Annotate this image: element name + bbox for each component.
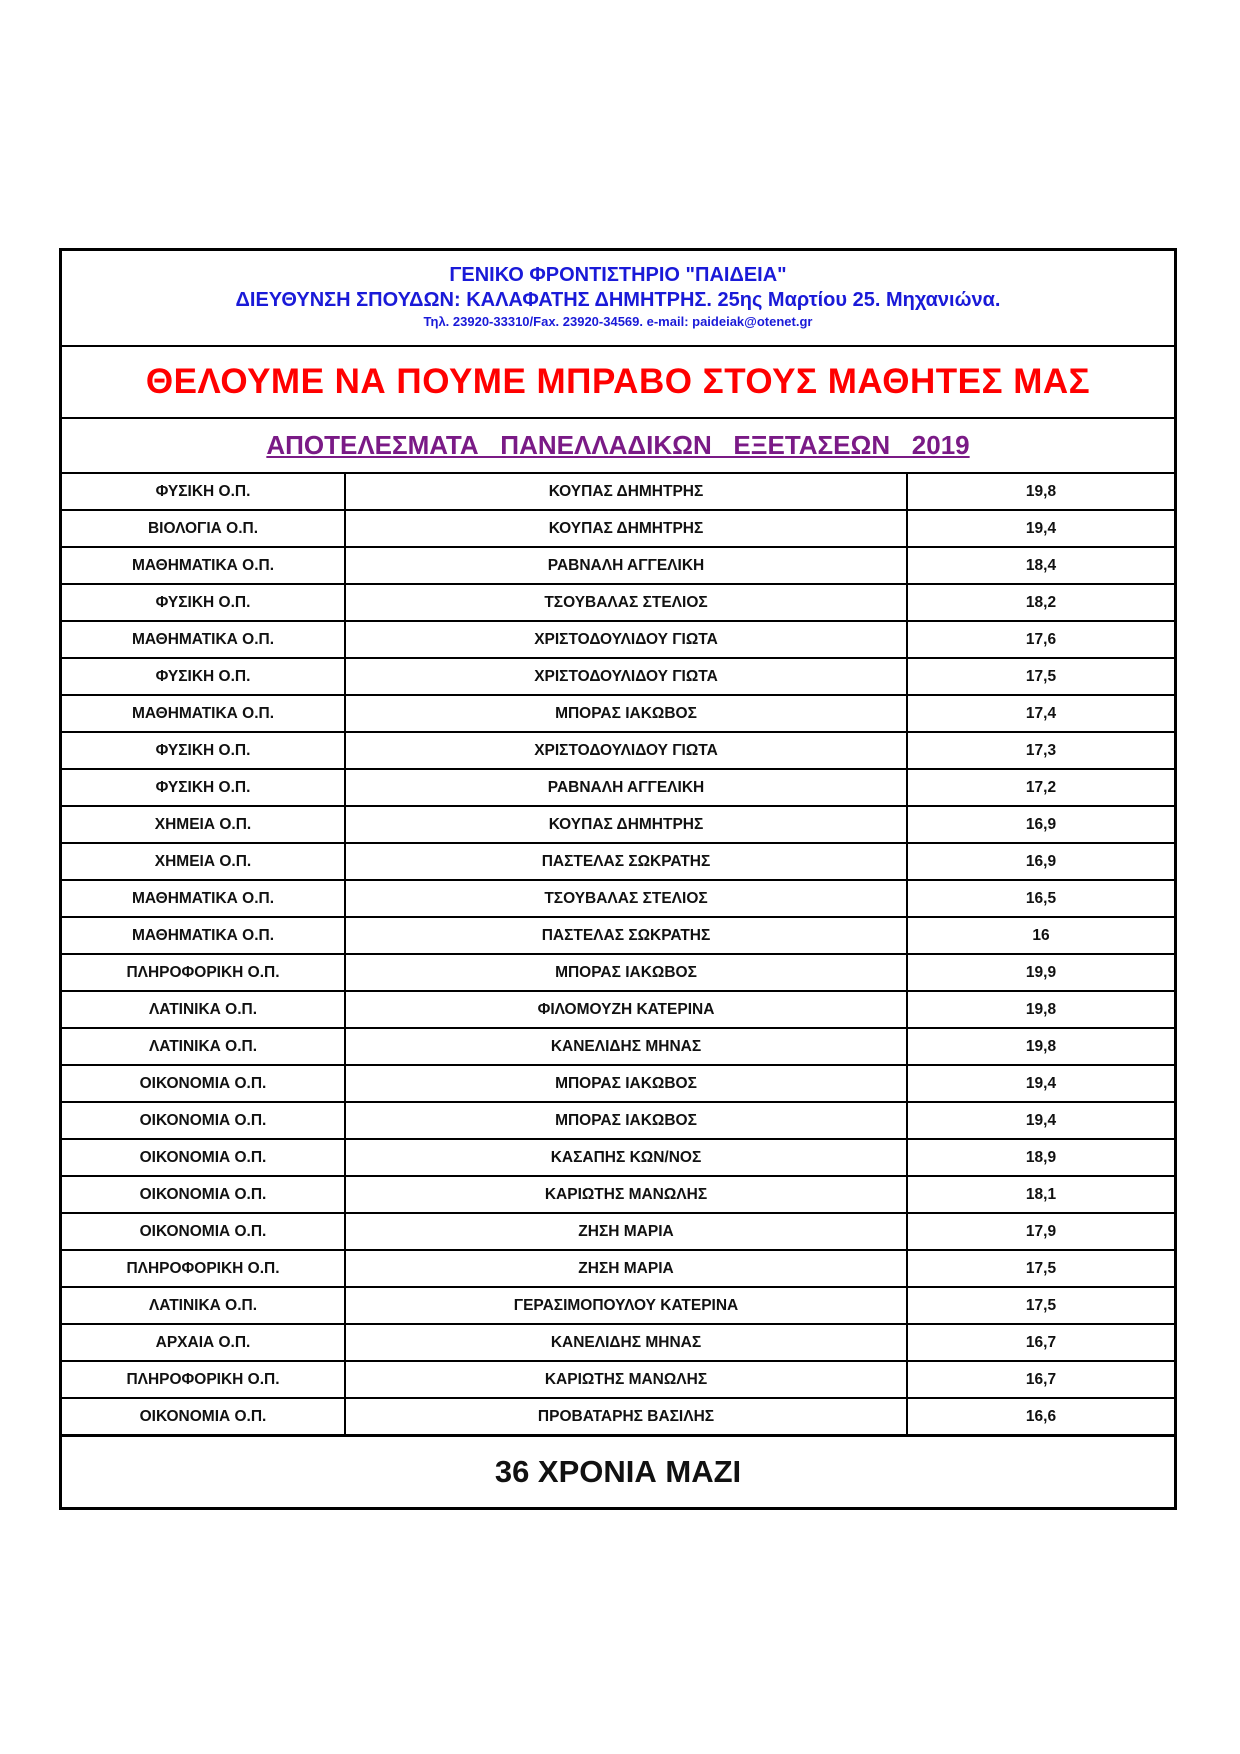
subject-cell: ΟΙΚΟΝΟΜΙΑ Ο.Π.: [62, 1139, 345, 1176]
student-name-cell: ΠΑΣΤΕΛΑΣ ΣΩΚΡΑΤΗΣ: [345, 917, 907, 954]
subject-cell: ΟΙΚΟΝΟΜΙΑ Ο.Π.: [62, 1398, 345, 1434]
subject-cell: ΦΥΣΙΚΗ Ο.Π.: [62, 658, 345, 695]
student-name-cell: ΜΠΟΡΑΣ ΙΑΚΩΒΟΣ: [345, 695, 907, 732]
student-name-cell: ΧΡΙΣΤΟΔΟΥΛΙΔΟΥ ΓΙΩΤΑ: [345, 658, 907, 695]
student-name-cell: ΜΠΟΡΑΣ ΙΑΚΩΒΟΣ: [345, 1102, 907, 1139]
subject-cell: ΜΑΘΗΜΑΤΙΚΑ Ο.Π.: [62, 917, 345, 954]
grade-cell: 18,1: [907, 1176, 1174, 1213]
student-name-cell: ΧΡΙΣΤΟΔΟΥΛΙΔΟΥ ΓΙΩΤΑ: [345, 621, 907, 658]
table-row: [62, 1250, 1174, 1287]
table-row: [62, 917, 1174, 954]
grade-cell: 16,9: [907, 843, 1174, 880]
subject-cell: ΦΥΣΙΚΗ Ο.Π.: [62, 732, 345, 769]
table-row: [62, 1102, 1174, 1139]
subject-cell: ΛΑΤΙΝΙΚΑ Ο.Π.: [62, 991, 345, 1028]
footer-slogan: 36 ΧΡΟΝΙΑ ΜΑΖΙ: [62, 1434, 1174, 1507]
results-title: ΑΠΟΤΕΛΕΣΜΑΤΑ ΠΑΝΕΛΛΑΔΙΚΩΝ ΕΞΕΤΑΣΕΩΝ 2019: [266, 430, 970, 460]
grade-cell: 16,7: [907, 1361, 1174, 1398]
student-name-cell: ΚΑΡΙΩΤΗΣ ΜΑΝΩΛΗΣ: [345, 1361, 907, 1398]
subject-cell: ΒΙΟΛΟΓΙΑ Ο.Π.: [62, 510, 345, 547]
grade-cell: 18,9: [907, 1139, 1174, 1176]
school-contact: Τηλ. 23920-33310/Fax. 23920-34569. e-mail: paideiak@otenet.gr: [423, 314, 813, 329]
grade-cell: 19,9: [907, 954, 1174, 991]
grade-cell: 19,8: [907, 474, 1174, 510]
results-title-row: [62, 419, 1174, 474]
subject-cell: ΧΗΜΕΙΑ Ο.Π.: [62, 806, 345, 843]
table-row: [62, 510, 1174, 547]
subject-cell: ΛΑΤΙΝΙΚΑ Ο.Π.: [62, 1028, 345, 1065]
table-row: [62, 1398, 1174, 1434]
grade-cell: 17,2: [907, 769, 1174, 806]
grade-cell: 16,9: [907, 806, 1174, 843]
student-name-cell: ΜΠΟΡΑΣ ΙΑΚΩΒΟΣ: [345, 954, 907, 991]
subject-cell: ΠΛΗΡΟΦΟΡΙΚΗ Ο.Π.: [62, 954, 345, 991]
table-row: [62, 1065, 1174, 1102]
grade-cell: 19,4: [907, 510, 1174, 547]
table-row: [62, 584, 1174, 621]
grade-cell: 17,5: [907, 1287, 1174, 1324]
student-name-cell: ΡΑΒΝΑΛΗ ΑΓΓΕΛΙΚΗ: [345, 547, 907, 584]
student-name-cell: ΚΑΣΑΠΗΣ ΚΩΝ/ΝΟΣ: [345, 1139, 907, 1176]
results-table-body: [62, 474, 1174, 1434]
table-row: [62, 1361, 1174, 1398]
grade-cell: 18,4: [907, 547, 1174, 584]
congratulations-banner: ΘΕΛΟΥΜΕ ΝΑ ΠΟΥΜΕ ΜΠΡΑΒΟ ΣΤΟΥΣ ΜΑΘΗΤΕΣ ΜΑΣ: [62, 347, 1174, 419]
subject-cell: ΜΑΘΗΜΑΤΙΚΑ Ο.Π.: [62, 547, 345, 584]
student-name-cell: ΚΟΥΠΑΣ ΔΗΜΗΤΡΗΣ: [345, 806, 907, 843]
grade-cell: 18,2: [907, 584, 1174, 621]
student-name-cell: ΤΣΟΥΒΑΛΑΣ ΣΤΕΛΙΟΣ: [345, 880, 907, 917]
table-row: [62, 474, 1174, 510]
grade-cell: 17,5: [907, 1250, 1174, 1287]
subject-cell: ΠΛΗΡΟΦΟΡΙΚΗ Ο.Π.: [62, 1361, 345, 1398]
student-name-cell: ΖΗΣΗ ΜΑΡΙΑ: [345, 1213, 907, 1250]
student-name-cell: ΚΑΡΙΩΤΗΣ ΜΑΝΩΛΗΣ: [345, 1176, 907, 1213]
grade-cell: 16,7: [907, 1324, 1174, 1361]
student-name-cell: ΤΣΟΥΒΑΛΑΣ ΣΤΕΛΙΟΣ: [345, 584, 907, 621]
subject-cell: ΟΙΚΟΝΟΜΙΑ Ο.Π.: [62, 1065, 345, 1102]
grade-cell: 17,9: [907, 1213, 1174, 1250]
table-row: [62, 1028, 1174, 1065]
student-name-cell: ΓΕΡΑΣΙΜΟΠΟΥΛΟΥ ΚΑΤΕΡΙΝΑ: [345, 1287, 907, 1324]
student-name-cell: ΧΡΙΣΤΟΔΟΥΛΙΔΟΥ ΓΙΩΤΑ: [345, 732, 907, 769]
school-name: ΓΕΝΙΚΟ ΦΡΟΝΤΙΣΤΗΡΙΟ "ΠΑΙΔΕΙΑ": [449, 264, 787, 286]
grade-cell: 19,4: [907, 1065, 1174, 1102]
table-row: [62, 621, 1174, 658]
table-row: [62, 1213, 1174, 1250]
subject-cell: ΜΑΘΗΜΑΤΙΚΑ Ο.Π.: [62, 695, 345, 732]
table-row: [62, 806, 1174, 843]
table-row: [62, 843, 1174, 880]
grade-cell: 16: [907, 917, 1174, 954]
results-document: [59, 248, 1177, 1510]
table-row: [62, 1324, 1174, 1361]
subject-cell: ΟΙΚΟΝΟΜΙΑ Ο.Π.: [62, 1176, 345, 1213]
table-row: [62, 732, 1174, 769]
table-row: [62, 1176, 1174, 1213]
subject-cell: ΠΛΗΡΟΦΟΡΙΚΗ Ο.Π.: [62, 1250, 345, 1287]
subject-cell: ΑΡΧΑΙΑ Ο.Π.: [62, 1324, 345, 1361]
student-name-cell: ΚΑΝΕΛΙΔΗΣ ΜΗΝΑΣ: [345, 1028, 907, 1065]
grade-cell: 19,8: [907, 991, 1174, 1028]
student-name-cell: ΡΑΒΝΑΛΗ ΑΓΓΕΛΙΚΗ: [345, 769, 907, 806]
student-name-cell: ΠΑΣΤΕΛΑΣ ΣΩΚΡΑΤΗΣ: [345, 843, 907, 880]
student-name-cell: ΜΠΟΡΑΣ ΙΑΚΩΒΟΣ: [345, 1065, 907, 1102]
subject-cell: ΦΥΣΙΚΗ Ο.Π.: [62, 584, 345, 621]
student-name-cell: ΚΑΝΕΛΙΔΗΣ ΜΗΝΑΣ: [345, 1324, 907, 1361]
table-row: [62, 547, 1174, 584]
grade-cell: 17,3: [907, 732, 1174, 769]
subject-cell: ΦΥΣΙΚΗ Ο.Π.: [62, 474, 345, 510]
subject-cell: ΧΗΜΕΙΑ Ο.Π.: [62, 843, 345, 880]
subject-cell: ΟΙΚΟΝΟΜΙΑ Ο.Π.: [62, 1213, 345, 1250]
results-table: [62, 474, 1174, 1434]
student-name-cell: ΚΟΥΠΑΣ ΔΗΜΗΤΡΗΣ: [345, 474, 907, 510]
table-row: [62, 658, 1174, 695]
school-address: ΔΙΕΥΘΥΝΣΗ ΣΠΟΥΔΩΝ: ΚΑΛΑΦΑΤΗΣ ΔΗΜΗΤΡΗΣ. 25ης Μαρτίου 25. Μηχανιώνα.: [235, 289, 1001, 311]
table-row: [62, 1287, 1174, 1324]
subject-cell: ΜΑΘΗΜΑΤΙΚΑ Ο.Π.: [62, 880, 345, 917]
subject-cell: ΛΑΤΙΝΙΚΑ Ο.Π.: [62, 1287, 345, 1324]
grade-cell: 19,4: [907, 1102, 1174, 1139]
grade-cell: 17,4: [907, 695, 1174, 732]
table-row: [62, 991, 1174, 1028]
grade-cell: 16,5: [907, 880, 1174, 917]
table-row: [62, 769, 1174, 806]
grade-cell: 16,6: [907, 1398, 1174, 1434]
table-row: [62, 954, 1174, 991]
grade-cell: 17,5: [907, 658, 1174, 695]
student-name-cell: ΠΡΟΒΑΤΑΡΗΣ ΒΑΣΙΛΗΣ: [345, 1398, 907, 1434]
table-row: [62, 880, 1174, 917]
student-name-cell: ΖΗΣΗ ΜΑΡΙΑ: [345, 1250, 907, 1287]
table-row: [62, 695, 1174, 732]
student-name-cell: ΚΟΥΠΑΣ ΔΗΜΗΤΡΗΣ: [345, 510, 907, 547]
table-row: [62, 1139, 1174, 1176]
subject-cell: ΟΙΚΟΝΟΜΙΑ Ο.Π.: [62, 1102, 345, 1139]
subject-cell: ΦΥΣΙΚΗ Ο.Π.: [62, 769, 345, 806]
grade-cell: 19,8: [907, 1028, 1174, 1065]
grade-cell: 17,6: [907, 621, 1174, 658]
school-header: [62, 251, 1174, 347]
subject-cell: ΜΑΘΗΜΑΤΙΚΑ Ο.Π.: [62, 621, 345, 658]
student-name-cell: ΦΙΛΟΜΟΥΖΗ ΚΑΤΕΡΙΝΑ: [345, 991, 907, 1028]
